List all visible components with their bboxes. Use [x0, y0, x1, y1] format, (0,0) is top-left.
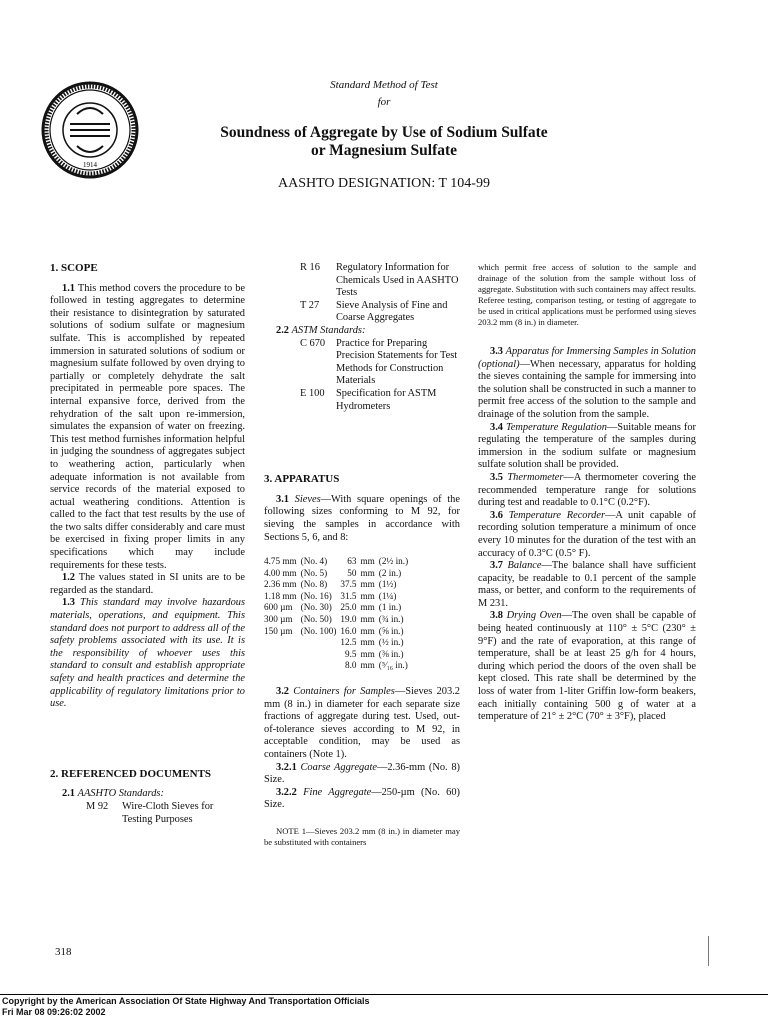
note-text-part-2: which permit free access of solution to the sample and drainage of the solution from the sample without loss of aggregate. Substitution with such containers may affect results. Referee testing, comparison testing, or testing of aggregate to be used in critical applications must be performed using sieves 203.2 mm (8 in.) in diameter.	[478, 262, 696, 327]
para-num: 3.6	[490, 509, 503, 521]
sieve-row	[264, 649, 412, 661]
para-text: —Suitable means for regulating the temperature of the samples during immersion in the sodium sulfate or magnesium sulfate solution shall be provided.	[478, 421, 696, 471]
sieve-row	[264, 556, 412, 568]
reference-code: T 27	[300, 299, 320, 311]
sieve-cell: 600 µm	[264, 602, 293, 613]
section-heading-apparatus: 3. APPARATUS	[264, 473, 340, 486]
reference-item	[264, 262, 460, 300]
sieve-cell: (No. 8)	[300, 579, 328, 590]
para-label: Containers for Samples	[293, 686, 395, 698]
sieve-cell: 31.5	[340, 590, 357, 601]
para-label: Apparatus for Immersing Samples in Solution (optional)	[478, 346, 696, 370]
reference-title: Wire-Cloth Sieves for Testing Purposes	[122, 800, 214, 825]
column-1	[50, 262, 245, 826]
sieve-cell: mm	[360, 625, 375, 636]
sieve-cell: (2 in.)	[378, 567, 402, 578]
sieve-cell: 9.5	[345, 648, 357, 659]
paragraph-1-1	[50, 283, 245, 573]
sieve-cell: mm	[360, 648, 375, 659]
footer-divider	[0, 994, 768, 995]
reference-code: M 92	[86, 800, 109, 812]
sieve-cell: mm	[360, 614, 375, 625]
sieve-cell: (1¼)	[378, 590, 397, 601]
para-text: —When necessary, apparatus for holding the sieves containing the sample for immersing into the solution shall be constructed in such a manner to permit free access of the solution to the sample and drainage of the solution from the sample.	[478, 358, 696, 420]
sieve-cell: 4.00 mm	[264, 567, 297, 578]
para-num: 3.3	[490, 346, 503, 357]
sieve-cell: 63	[347, 556, 357, 567]
sieve-row	[264, 614, 412, 626]
para-label: Coarse Aggregate	[300, 761, 377, 773]
para-text: This standard may involve hazardous materials, operations, and equipment. This standard does not purport to address all of the safety problems associated with its use. It is the responsibility of whoever uses this standard to consult and establish appropriate safety and health practices and determine the applicability of regulatory limitations prior to use.	[50, 597, 245, 710]
para-num: 1.1	[62, 282, 75, 294]
sieve-cell: (1½)	[378, 579, 397, 590]
paragraph-3-2	[264, 686, 460, 762]
sieve-cell	[301, 649, 341, 661]
sieve-row	[264, 579, 412, 591]
sieve-row	[264, 626, 412, 638]
section-heading-referenced: 2. REFERENCED DOCUMENTS	[50, 767, 212, 780]
para-text: —2.36-mm (No. 8) Size.	[264, 761, 460, 786]
sieve-cell: 50	[347, 567, 357, 578]
paragraph-3-6	[478, 510, 696, 560]
para-text: —The balance shall have sufficient capacity, be readable to 0.1 percent of the sample mass, or better, and conform to the requirements of M 231.	[478, 560, 696, 609]
para-num: 1.2	[62, 572, 75, 584]
print-timestamp: Fri Mar 08 09:26:02 2002	[2, 1007, 106, 1017]
sieve-cell: (No. 100)	[300, 625, 337, 636]
note-label: NOTE 1	[276, 825, 307, 836]
reference-item	[50, 801, 245, 826]
column-2	[264, 262, 460, 848]
para-text: —A unit capable of recording solution temperature a minimum of once every 10 minutes for the duration of the test with an accuracy of 0.3°C (0.5° F).	[478, 509, 696, 559]
sieve-cell: (⅜ in.)	[378, 648, 404, 659]
para-num: 3.4	[490, 421, 503, 433]
paragraph-1-3	[50, 597, 245, 710]
sieve-cell: mm	[360, 556, 375, 567]
sieve-cell: (No. 5)	[300, 567, 328, 578]
para-num: 3.1	[276, 493, 289, 505]
sieve-cell: (No. 50)	[300, 614, 332, 625]
sieve-row	[264, 637, 412, 649]
subsection-2-1	[50, 788, 245, 801]
sieve-cell: (No. 16)	[300, 590, 332, 601]
sieve-cell: (⁵⁄₁₆ in.)	[378, 660, 408, 671]
note-text-part-1: —Sieves 203.2 mm (8 in.) in diameter may be substituted with containers	[264, 825, 460, 847]
sieve-cell: 25.0	[340, 602, 357, 613]
sieve-cell: 300 µm	[264, 614, 293, 625]
sieve-cell: 8.0	[345, 660, 357, 671]
reference-code: C 670	[300, 337, 326, 349]
para-label: Sieves	[294, 493, 321, 505]
sieve-cell: (⅝ in.)	[378, 625, 404, 636]
copyright-text: Copyright by the American Association Of State Highway And Transportation Officials	[2, 996, 370, 1006]
header-line-standard-method: Standard Method of Test	[330, 79, 438, 91]
subsection-label: AASHTO Standards:	[77, 788, 164, 800]
sieve-cell: 4.75 mm	[264, 556, 297, 567]
subsection-2-2	[264, 325, 460, 338]
para-num: 3.2.1	[276, 761, 297, 773]
sieve-size-table	[264, 556, 412, 672]
para-num: 3.2.2	[276, 786, 297, 798]
sieve-cell: 37.5	[340, 579, 357, 590]
sieve-cell: 12.5	[340, 637, 357, 648]
para-label: Balance	[507, 560, 542, 572]
sieve-cell: mm	[360, 579, 375, 590]
page-edge-mark	[708, 936, 709, 966]
paragraph-3-1	[264, 494, 460, 544]
note-1-continued	[478, 262, 696, 328]
sieve-cell	[301, 637, 341, 649]
para-num: 3.8	[490, 610, 503, 622]
sieve-cell	[264, 637, 301, 649]
sieve-cell: 2.36 mm	[264, 579, 297, 590]
para-label: Temperature Regulation	[505, 421, 607, 433]
sieve-cell	[264, 660, 301, 672]
para-text: —Sieves 203.2 mm (8 in.) in diameter for each separate size fractions of aggregate during test. Used, out-of-tolerance sieves according to M 92, in acceptable condition, may be used as containers (Note 1).	[264, 686, 460, 760]
sieve-cell: 19.0	[340, 614, 357, 625]
sieve-cell: (½ in.)	[378, 637, 404, 648]
sieve-cell: 16.0	[340, 625, 357, 636]
para-text: —The oven shall be capable of being heated continuously at 110° ± 5°C (230° ± 9°F) and the rate of evaporation, at this range of temperature, shall be at least 25 g/h for 4 hours, during which period the doors of the oven shall be kept closed. This rate shall be determined by the loss of water from 1-liter Griffin low-form beakers, each initially containing 500 g of water at a temperature of 21° ± 2°C (70° ± 3°F), placed	[478, 610, 697, 723]
sieve-cell: (No. 30)	[300, 602, 332, 613]
reference-title: Sieve Analysis of Fine and Coarse Aggregates	[336, 299, 448, 324]
paragraph-3-4	[478, 422, 696, 472]
para-num: 2.1	[62, 788, 75, 800]
paragraph-3-5	[478, 472, 696, 510]
sieve-row	[264, 602, 412, 614]
subsection-label: ASTM Standards:	[291, 324, 366, 336]
sieve-cell	[264, 649, 301, 661]
para-num: 3.7	[490, 560, 503, 572]
para-text: The values stated in SI units are to be regarded as the standard.	[50, 572, 245, 596]
sieve-row	[264, 591, 412, 603]
sieve-cell: mm	[360, 660, 375, 671]
para-num: 1.3	[62, 597, 75, 609]
header-line-for: for	[377, 96, 391, 108]
paragraph-3-2-2	[264, 787, 460, 812]
reference-item	[264, 388, 460, 413]
para-label: Fine Aggregate	[303, 786, 372, 798]
para-label: Drying Oven	[506, 610, 562, 622]
para-label: Temperature Recorder	[508, 509, 606, 521]
sieve-cell: (1 in.)	[378, 602, 402, 613]
para-text: —With square openings of the following sizes conforming to M 92, for sieving the samples in accordance with Sections 5, 6, and 8:	[264, 493, 460, 543]
reference-item	[264, 338, 460, 388]
reference-title: Practice for Preparing Precision Statements for Test Methods for Construction Materials	[336, 337, 458, 387]
para-text: This method covers the procedure to be followed in testing aggregates to determine their resistance to disintegration by saturated solutions of sodium sulfate or magnesium sulfate. This is accomplished by repeated immersion in saturated solutions of sodium or magnesium sulfate followed by oven drying to partially or completely dehydrate the salt precipitated in permeable pore spaces. The internal expansive force, derived from the rehydration of the salt upon re-immersion, simulates the expansion of water on freezing. This test method furnishes information helpful in judging the soundness of aggregates subject to weathering action, particularly when adequate information is not available from service records of the material exposed to actual weathering conditions. Attention is called to the fact that test results by the use of the two salts differ considerably and care must be exercised in fixing proper limits in any specifications which may include requirements for these tests.	[50, 282, 245, 571]
document-title-line2: or Magnesium Sulfate	[310, 142, 458, 159]
sieve-cell: mm	[360, 590, 375, 601]
sieve-row	[264, 660, 412, 672]
reference-code: R 16	[300, 262, 320, 273]
paragraph-1-2	[50, 572, 245, 597]
para-text: —250-µm (No. 60) Size.	[264, 786, 460, 811]
paragraph-3-7	[478, 560, 696, 610]
reference-title: Regulatory Information for Chemicals Used in AASHTO Tests	[336, 262, 459, 299]
para-text: —A thermometer covering the recommended temperature range for solutions during test and readable to 0.1°C (0.2°F).	[478, 471, 696, 509]
document-title-line1: Soundness of Aggregate by Use of Sodium Sulfate	[220, 124, 548, 141]
aashto-designation: AASHTO DESIGNATION: T 104-99	[278, 176, 490, 191]
paragraph-3-2-1	[264, 762, 460, 787]
page-number: 318	[55, 946, 72, 958]
paragraph-3-3	[478, 346, 696, 422]
sieve-cell: mm	[360, 567, 375, 578]
seal-year: 1914	[83, 161, 97, 169]
sieve-cell: (2½ in.)	[378, 556, 409, 567]
copyright-notice	[2, 996, 370, 1018]
note-1-start	[264, 826, 460, 848]
sieve-cell	[301, 660, 341, 672]
sieve-cell: 1.18 mm	[264, 590, 297, 601]
reference-code: E 100	[300, 387, 325, 399]
reference-title: Specification for ASTM Hydrometers	[336, 387, 437, 412]
para-num: 2.2	[276, 324, 289, 336]
sieve-cell: mm	[360, 637, 375, 648]
reference-item	[264, 300, 460, 325]
sieve-cell: 150 µm	[264, 625, 293, 636]
sieve-cell: (No. 4)	[300, 556, 328, 567]
para-num: 3.2	[276, 686, 289, 698]
column-3	[478, 262, 696, 724]
paragraph-3-8	[478, 610, 696, 723]
sieve-cell: mm	[360, 602, 375, 613]
sieve-cell: (¾ in.)	[378, 614, 404, 625]
section-heading-scope: 1. SCOPE	[50, 262, 98, 274]
para-num: 3.5	[490, 471, 503, 483]
sieve-row	[264, 568, 412, 580]
para-label: Thermometer	[507, 471, 564, 483]
